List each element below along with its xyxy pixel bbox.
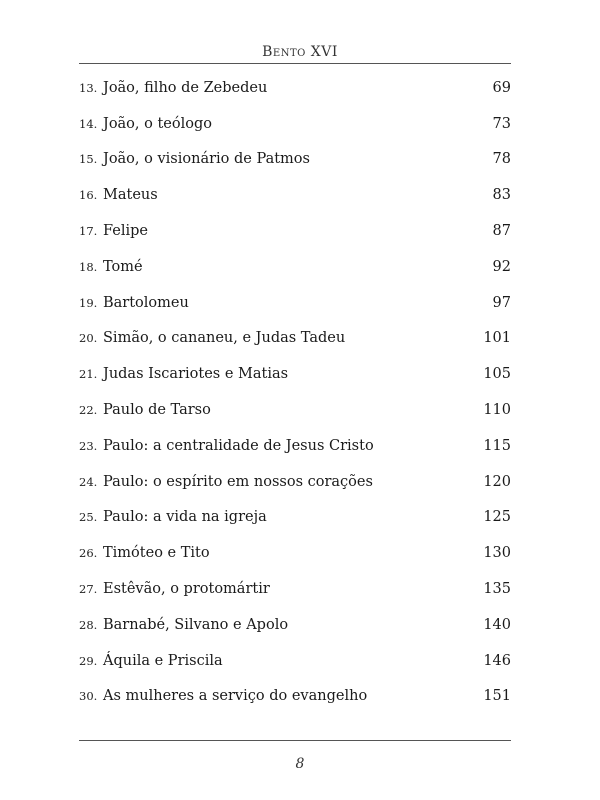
entry-number: 28. [79,617,98,632]
toc-entry [79,321,511,357]
entry-page: 69 [492,79,511,96]
toc-entry [79,535,511,571]
entry-number: 30. [79,689,98,704]
entry-page: 130 [483,545,511,562]
entry-title: Paulo: a centralidade de Jesus Cristo [103,437,374,454]
toc-entry [79,607,511,643]
entry-page: 105 [483,366,511,383]
entry-number: 29. [79,653,98,668]
entry-number: 19. [79,295,98,310]
entry-number: 24. [79,474,98,489]
entry-title: Bartolomeu [103,294,189,311]
entry-title: Paulo: a vida na igreja [103,509,267,526]
entry-page: 78 [492,151,511,168]
entry-title: Simão, o cananeu, e Judas Tadeu [103,330,346,347]
entry-title: Judas Iscariotes e Matias [103,366,289,383]
entry-title: Estêvão, o protomártir [103,581,270,598]
entry-number: 27. [79,582,98,597]
entry-number: 20. [79,331,98,346]
toc-entry [79,285,511,321]
entry-number: 23. [79,438,98,453]
entry-title: Paulo de Tarso [103,402,211,419]
entry-number: 25. [79,510,98,525]
toc-entry [79,500,511,536]
toc-entry [79,142,511,178]
toc-entry [79,106,511,142]
entry-title: As mulheres a serviço do evangelho [103,688,368,705]
entry-title: Paulo: o espírito em nossos corações [103,473,373,490]
entry-title: Barnabé, Silvano e Apolo [103,616,289,633]
toc-entry [79,249,511,285]
toc-entry [79,70,511,106]
entry-page: 120 [483,473,511,490]
toc-entry [79,464,511,500]
toc-entry [79,392,511,428]
footer-rule [79,740,511,741]
toc-entry [79,177,511,213]
entry-page: 92 [492,258,511,275]
toc-entry [79,571,511,607]
entry-number: 22. [79,403,98,418]
toc-entry [79,643,511,679]
entry-title: João, o visionário de Patmos [103,151,310,168]
entry-number: 17. [79,224,98,239]
toc-entry [79,213,511,249]
entry-title: Áquila e Priscila [103,652,223,669]
table-of-contents [79,70,511,714]
entry-number: 13. [79,80,98,95]
toc-entry [79,356,511,392]
entry-title: Timóteo e Tito [103,545,210,562]
entry-number: 18. [79,259,98,274]
entry-page: 125 [483,509,511,526]
entry-number: 26. [79,546,98,561]
entry-page: 151 [483,688,511,705]
entry-page: 73 [492,115,511,132]
entry-page: 146 [483,652,511,669]
entry-page: 110 [483,402,511,419]
entry-page: 83 [492,187,511,204]
entry-title: Mateus [103,187,158,204]
entry-page: 97 [492,294,511,311]
entry-page: 115 [483,437,511,454]
header-rule [79,63,511,64]
entry-title: João, filho de Zebedeu [103,79,268,96]
entry-page: 101 [483,330,511,347]
page-number: 8 [295,756,305,772]
entry-page: 135 [483,581,511,598]
entry-title: João, o teólogo [103,115,212,132]
toc-entry [79,679,511,715]
entry-title: Tomé [103,258,143,275]
toc-entry [79,428,511,464]
entry-page: 140 [483,616,511,633]
entry-number: 14. [79,116,98,131]
entry-number: 15. [79,152,98,167]
entry-page: 87 [492,223,511,240]
running-head: Bento XVI [262,44,338,60]
entry-number: 21. [79,367,98,382]
entry-title: Felipe [103,223,148,240]
entry-number: 16. [79,188,98,203]
